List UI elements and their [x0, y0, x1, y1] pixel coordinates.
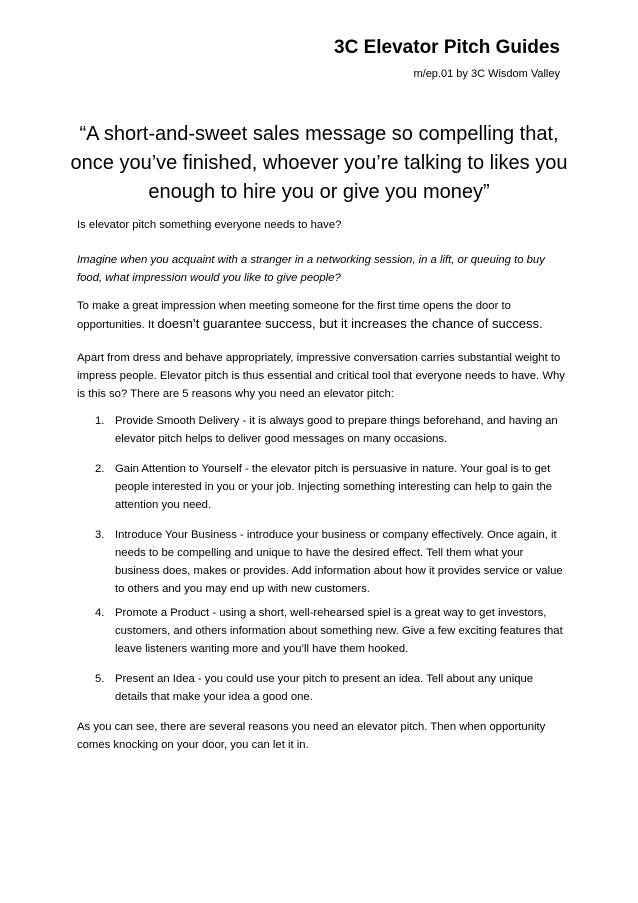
document-subtitle: m/ep.01 by 3C Wisdom Valley — [413, 68, 560, 80]
pull-quote: “A short-and-sweet sales message so compelling that, once you’ve finished, whoever you’re talking to likes you enough to hire you or give you money” — [70, 123, 568, 203]
conclusion-paragraph: As you can see, there are several reasons you need an elevator pitch. Then when opportunity comes knocking on your door, you can let it in. — [77, 721, 546, 751]
list-item-number: 3. — [95, 529, 105, 541]
impression-text-part2: doesn’t guarantee success, but it increases the chance of success. — [157, 316, 543, 331]
intro-question: Is elevator pitch something everyone needs to have? — [77, 219, 342, 231]
scenario-paragraph: Imagine when you acquaint with a stranger in a networking session, in a lift, or queuing to buy food, what impression would you like to give people? — [77, 254, 545, 284]
list-item-number: 5. — [95, 673, 105, 685]
list-item-text: Gain Attention to Yourself - the elevator pitch is persuasive in nature. Your goal is to get people interested in you or your job. Injecting something interesting can help to gain the attention you need. — [115, 463, 553, 511]
reasons-intro-paragraph: Apart from dress and behave appropriately, impressive conversation carries substantial weight to impress people. Elevator pitch is thus essential and critical tool that everyone needs to have. Why is this so? There are 5 reasons why you need an elevator pitch: — [77, 352, 565, 400]
list-item-number: 1. — [95, 415, 105, 427]
list-item-text: Present an Idea - you could use your pitch to present an idea. Tell about any unique details that make your idea a good one. — [115, 673, 534, 703]
impression-text-part1: To make a great impression when meeting someone for the first time opens the door to opportunities. It — [77, 300, 511, 331]
list-item-text: Provide Smooth Delivery - it is always good to prepare things beforehand, and having an elevator pitch helps to deliver good messages on many occasions. — [115, 415, 558, 445]
list-item-number: 4. — [95, 607, 105, 619]
list-item-text: Promote a Product - using a short, well-rehearsed spiel is a great way to get investors, customers, and others information about something new. Give a few exciting features that leave listeners wanting more and you’ll have them hooked. — [115, 607, 563, 655]
impression-paragraph — [77, 297, 567, 334]
list-item-number: 2. — [95, 463, 105, 475]
list-item-text: Introduce Your Business - introduce your business or company effectively. Once again, it needs to be compelling and unique to have the desired effect. Tell them what your business does, makes or provides. Add information about how it provides service or value to others and you may end up with new customers. — [115, 529, 563, 595]
document-title: 3C Elevator Pitch Guides — [334, 37, 560, 58]
